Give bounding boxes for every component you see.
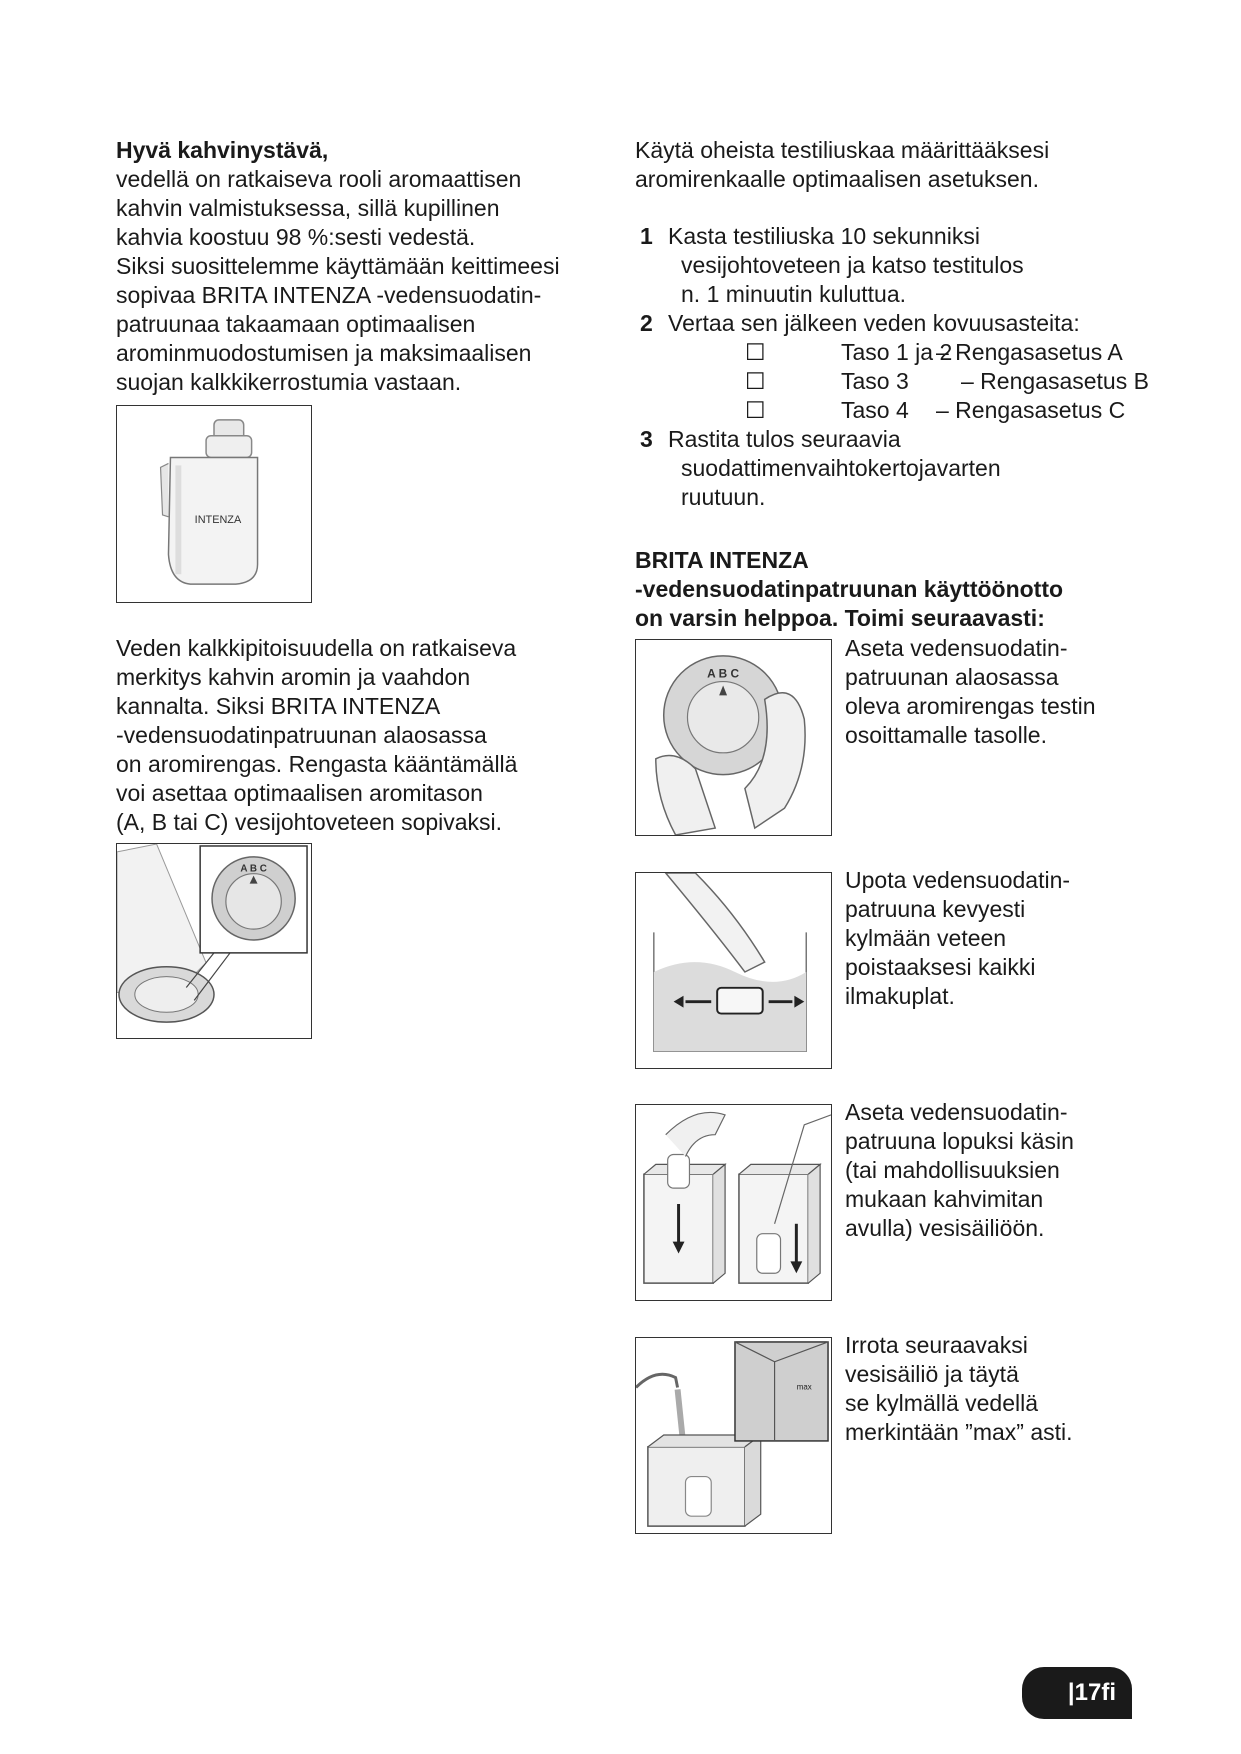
instruction-line: avulla) vesisäiliöön. [845,1215,1045,1241]
hardness-option [668,396,1149,425]
step-line: suodattimenvaihtokertojavarten [681,455,1001,481]
submerge-cartridge-illustration [636,873,831,1068]
filter-label: INTENZA [194,513,242,526]
heading-line: on varsin helppoa. Toimi seuraavasti: [635,605,1045,631]
step-line: vesijohtoveteen ja katso testitulos [681,252,1024,278]
instruction-3 [845,1098,1074,1243]
instruction-line: mukaan kahvimitan [845,1186,1044,1212]
instruction-line: Irrota seuraavaksi [845,1332,1028,1358]
instruction-line: poistaaksesi kaikki [845,954,1036,980]
intro-text [116,136,560,397]
intro-line: kahvia koostuu 98 %:sesti vedestä. [116,224,476,250]
instruction-line: osoittamalle tasolle. [845,722,1047,748]
insert-cartridge-figure [635,1104,832,1301]
para-line: voi asettaa optimaalisen aromitason [116,780,483,806]
para-line: Veden kalkkipitoisuudella on ratkaiseva [116,635,517,661]
instruction-2 [845,866,1070,1011]
fill-tank-illustration [636,1338,831,1533]
instruction-line: oleva aromirengas testin [845,693,1096,719]
step-line: Kasta testiliuska 10 sekunniksi [668,223,980,249]
instruction-line: patruuna kevyesti [845,896,1026,922]
checkbox-icon[interactable]: ☐ [745,368,766,394]
para-line: merkitys kahvin aromin ja vaahdon [116,664,471,690]
test-steps [640,222,1149,512]
instruction-line: ilmakuplat. [845,983,955,1009]
filter-cartridge-illustration [117,406,311,602]
instruction-1 [845,634,1096,750]
heading-line: -vedensuodatinpatruunan käyttöönotto [635,576,1064,602]
instruction-line: kylmään veteen [845,925,1007,951]
fill-tank-figure [635,1337,832,1534]
filter-cartridge-figure [116,405,312,603]
instruction-line: Aseta vedensuodatin- [845,635,1068,661]
setting-label: – Rengasasetus C [936,397,1126,423]
para-line: on aromirengas. Rengasta kääntämällä [116,751,518,777]
hardness-option [668,367,1149,396]
step-number: 2 [640,310,653,336]
para-line: kannalta. Siksi BRITA INTENZA [116,693,441,719]
max-marking: max [796,1382,812,1392]
right-intro [635,136,1049,194]
intro-line: patruunaa takaamaan optimaalisen [116,311,476,337]
level-label: Taso 1 ja 2 [841,339,953,365]
para-line: -vedensuodatinpatruunan alaosassa [116,722,487,748]
setting-label: – Rengasasetus B [961,368,1149,394]
instruction-line: se kylmällä vedellä [845,1390,1039,1416]
instruction-line: merkintään ”max” asti. [845,1419,1073,1445]
instruction-line: patruunan alaosassa [845,664,1059,690]
aroma-ring-text [116,634,517,837]
aroma-ring-figure [116,843,312,1039]
setting-label: – Rengasasetus A [936,339,1123,365]
step-line: Vertaa sen jälkeen veden kovuusasteita: [668,310,1080,336]
insert-into-tank-illustration [636,1105,831,1300]
intro-line: arominmuodostumisen ja maksimaalisen [116,340,532,366]
instruction-line: Aseta vedensuodatin- [845,1099,1068,1125]
step-line: n. 1 minuutin kuluttua. [681,281,907,307]
checkbox-icon[interactable]: ☐ [745,339,766,365]
page-number: |17fi [1022,1667,1132,1719]
step-2 [640,309,1149,425]
hardness-option [668,338,1149,367]
level-label: Taso 3 [841,368,909,394]
instruction-line: patruuna lopuksi käsin [845,1128,1074,1154]
heading-line: BRITA INTENZA [635,547,809,573]
instruction-line: (tai mahdollisuuksien [845,1157,1060,1183]
ring-letters: A B C [707,666,740,681]
level-label: Taso 4 [841,397,909,423]
intro-line: vedellä on ratkaiseva rooli aromaattisen [116,166,522,192]
right-intro-line: aromirenkaalle optimaalisen asetuksen. [635,166,1039,192]
para-line: (A, B tai C) vesijohtoveteen sopivaksi. [116,809,503,835]
aroma-ring-illustration [117,844,311,1038]
step-3 [640,425,1149,512]
ring-letters: A B C [240,863,267,875]
set-ring-figure [635,639,832,836]
instruction-line: Upota vedensuodatin- [845,867,1071,893]
step-line: Rastita tulos seuraavia [668,426,901,452]
instruction-4 [845,1331,1073,1447]
intro-line: sopivaa BRITA INTENZA -vedensuodatin- [116,282,542,308]
step-line: ruutuun. [681,484,766,510]
step-1 [640,222,1149,309]
intro-line: Siksi suosittelemme käyttämään keittimeesi [116,253,560,279]
submerge-figure [635,872,832,1069]
instruction-line: vesisäiliö ja täytä [845,1361,1019,1387]
intro-line: suojan kalkkikerrostumia vastaan. [116,369,462,395]
checkbox-icon[interactable]: ☐ [745,397,766,423]
right-intro-line: Käytä oheista testiliuskaa määrittääksesi [635,137,1050,163]
step-number: 1 [640,223,653,249]
step-number: 3 [640,426,653,452]
greeting: Hyvä kahvinystävä, [116,137,329,163]
usage-heading [635,546,1063,633]
hand-turning-ring-illustration [636,640,831,835]
intro-line: kahvin valmistuksessa, sillä kupillinen [116,195,500,221]
